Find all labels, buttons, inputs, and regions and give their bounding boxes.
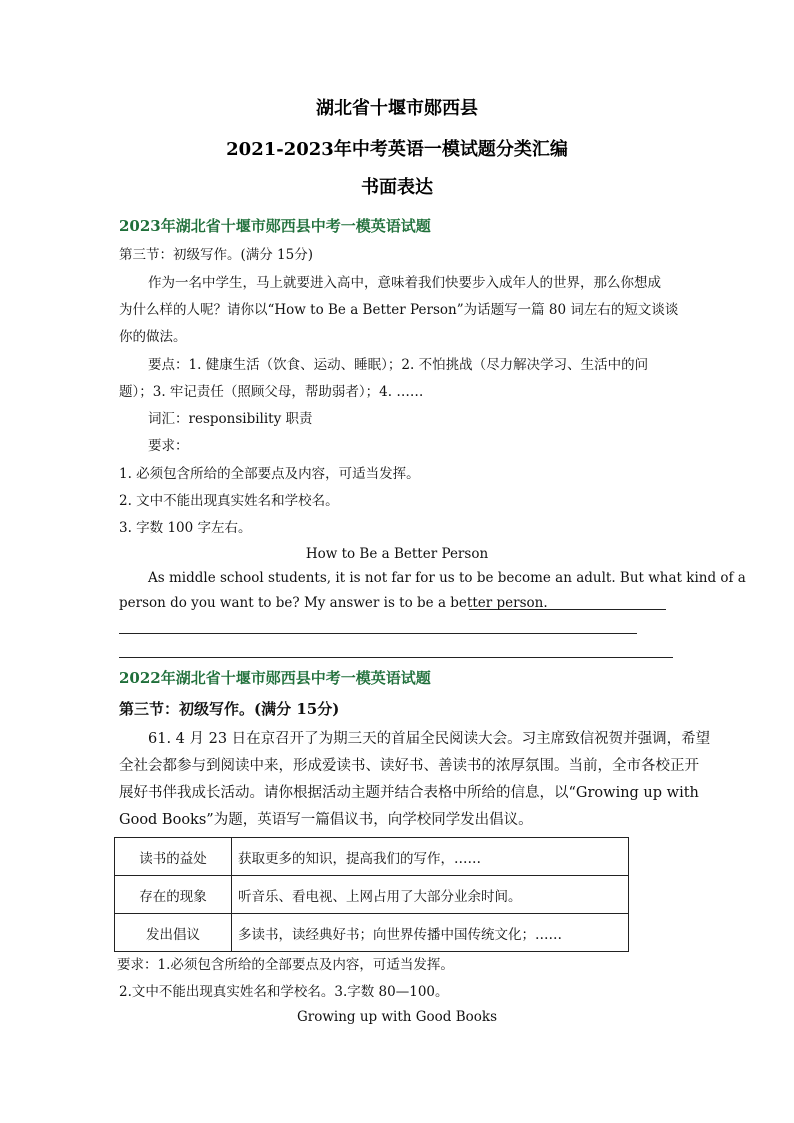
table-value-cell: 听音乐、看电视、上网占用了大部分业余时间。 — [232, 876, 629, 914]
prompt-line: 为什么样的人呢？请你以“How to Be a Better Person”为话题写一篇 80 词左右的短文谈谈 — [119, 302, 679, 318]
prompt-line: 61. 4 月 23 日在京召开了为期三天的首届全民阅读大会。习主席致信祝贺并强调，希望 — [148, 731, 711, 747]
table-key-cell: 存在的现象 — [115, 876, 232, 914]
doc-title-line2: 2021-2023年中考英语一模试题分类汇编 — [226, 139, 568, 160]
table-key-cell: 发出倡议 — [115, 914, 232, 952]
table-row — [115, 876, 629, 914]
points-line: 要点：1. 健康生活（饮食、运动、睡眠）；2. 不怕挑战（尽力解决学习、生活中的问 — [148, 357, 649, 373]
essay-title-2022: Growing up with Good Books — [296, 1009, 498, 1025]
requirement-line: 要求：1.必须包含所给的全部要点及内容，可适当发挥。 — [117, 957, 454, 973]
section-heading-2023: 2023年湖北省十堰市郧西县中考一模英语试题 — [119, 217, 431, 235]
answer-line — [119, 633, 637, 634]
info-table — [114, 837, 629, 952]
requirement-item: 3. 字数 100 字左右。 — [119, 520, 252, 536]
requirements-label: 要求： — [148, 438, 189, 454]
doc-title-line3: 书面表达 — [361, 177, 433, 198]
table-row — [115, 914, 629, 952]
points-line: 题）；3. 牢记责任（照顾父母，帮助弱者）；4. …… — [119, 384, 424, 400]
requirement-item: 2. 文中不能出现真实姓名和学校名。 — [119, 493, 339, 509]
essay-title-2023: How to Be a Better Person — [305, 546, 489, 562]
prompt-line: 展好书伴我成长活动。请你根据活动主题并结合表格中所给的信息，以“Growing up with — [119, 785, 699, 801]
section-heading-2022: 2022年湖北省十堰市郧西县中考一模英语试题 — [119, 669, 431, 687]
part-label-2023: 第三节：初级写作。(满分 15分) — [119, 247, 314, 263]
answer-line — [469, 609, 666, 610]
part-label-2022: 第三节：初级写作。(满分 15分) — [119, 700, 340, 718]
vocab-line: 词汇：responsibility 职责 — [148, 411, 313, 427]
prompt-line: Good Books”为题，英语写一篇倡议书，向学校同学发出倡议。 — [119, 812, 533, 828]
table-value-cell: 获取更多的知识，提高我们的写作，…… — [232, 838, 629, 876]
essay-line: As middle school students, it is not far for us to be become an adult. But what kind of a — [148, 570, 746, 586]
requirement-item: 1. 必须包含所给的全部要点及内容，可适当发挥。 — [119, 466, 420, 482]
prompt-line: 你的做法。 — [119, 329, 187, 345]
table-value-cell: 多读书，读经典好书；向世界传播中国传统文化；…… — [232, 914, 629, 952]
requirement-line: 2.文中不能出现真实姓名和学校名。3.字数 80—100。 — [119, 984, 449, 1000]
doc-title-line1: 湖北省十堰市郧西县 — [316, 98, 478, 119]
prompt-line: 全社会都参与到阅读中来，形成爱读书、读好书、善读书的浓厚氛围。当前，全市各校正开 — [119, 758, 699, 774]
table-key-cell: 读书的益处 — [115, 838, 232, 876]
answer-line — [119, 657, 673, 658]
table-row — [115, 838, 629, 876]
essay-line: person do you want to be? My answer is to be a better person. — [119, 595, 548, 611]
prompt-line: 作为一名中学生，马上就要进入高中，意味着我们快要步入成年人的世界，那么你想成 — [148, 275, 661, 291]
